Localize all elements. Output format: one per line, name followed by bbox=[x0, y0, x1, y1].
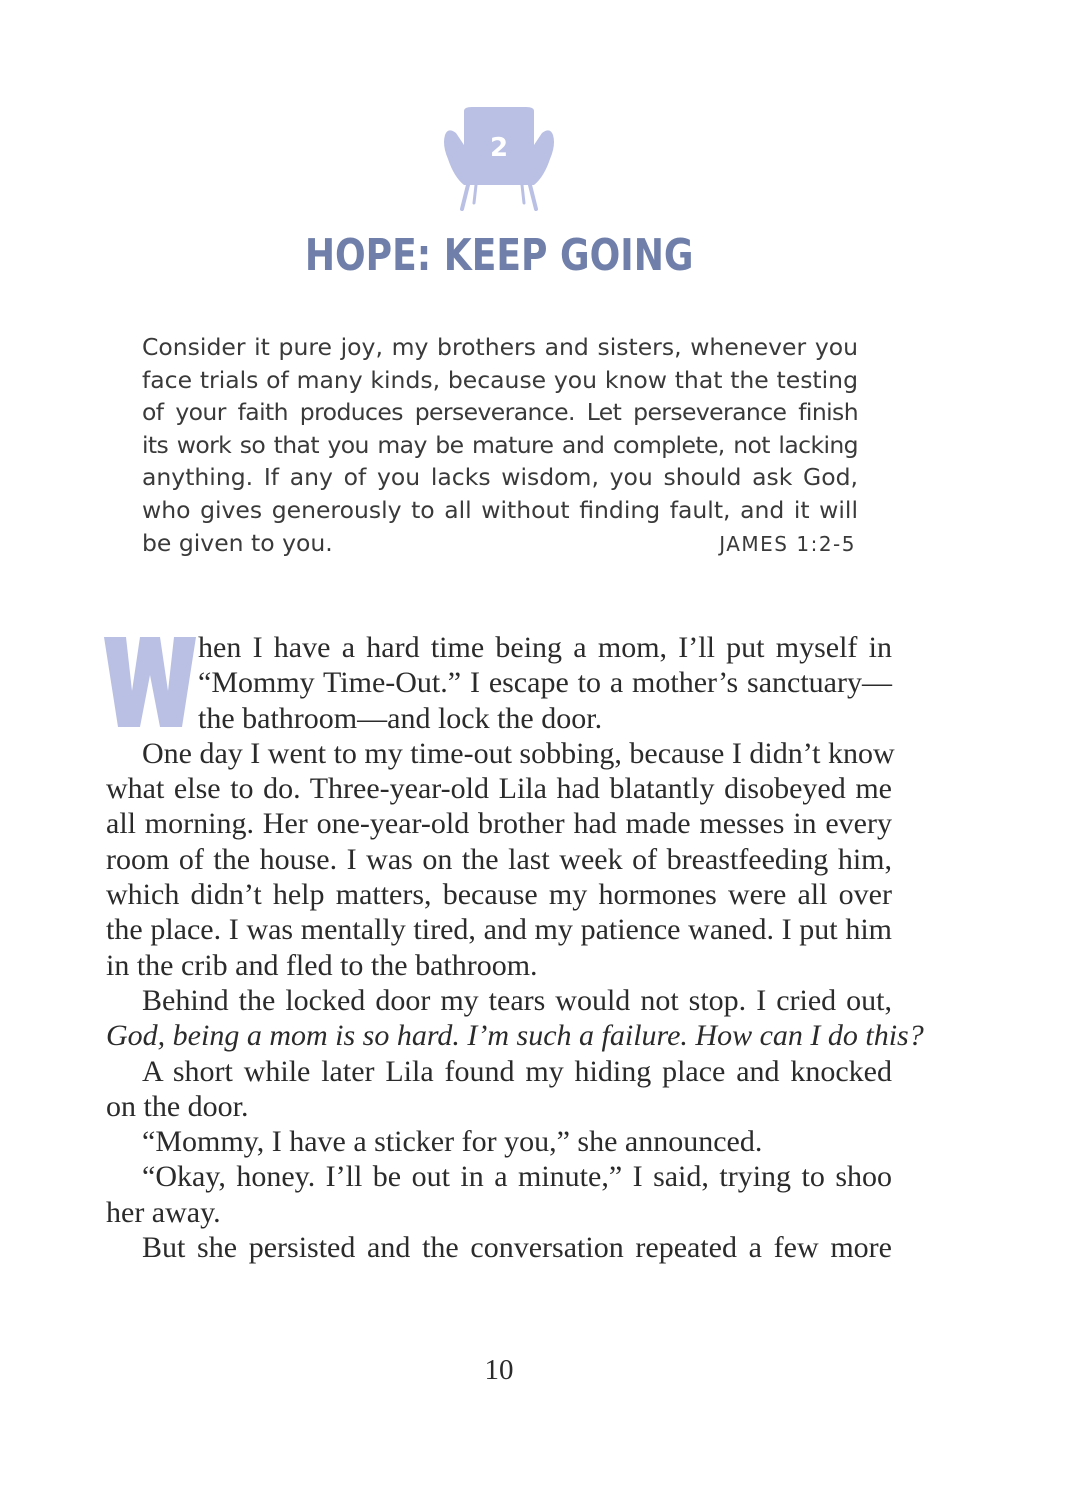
body-line: room of the house. I was on the last week of breastfeeding him, bbox=[106, 842, 892, 876]
body-text bbox=[106, 630, 924, 1265]
epigraph-line: of your faith produces perseverance. Let perseverance finish bbox=[142, 398, 858, 427]
body-line: which didn’t help matters, because my hormones were all over bbox=[106, 878, 892, 912]
page-number: 10 bbox=[484, 1354, 514, 1386]
chapter-badge bbox=[442, 105, 556, 213]
epigraph-line: Consider it pure joy, my brothers and sisters, whenever you bbox=[142, 333, 858, 361]
body-line: Behind the locked door my tears would not stop. I cried out, bbox=[142, 983, 892, 1017]
body-line: in the crib and fled to the bathroom. bbox=[106, 948, 538, 982]
epigraph-line: be given to you. bbox=[142, 528, 333, 557]
body-line: “Mommy, I have a sticker for you,” she announced. bbox=[142, 1125, 763, 1159]
body-line: But she persisted and the conversation repeated a few more bbox=[142, 1231, 892, 1265]
chapter-title: HOPE: KEEP GOING bbox=[304, 230, 694, 281]
body-line: One day I went to my time-out sobbing, because I didn’t know bbox=[142, 736, 895, 770]
body-line: the place. I was mentally tired, and my patience waned. I put him bbox=[106, 913, 892, 947]
epigraph-line: anything. If any of you lacks wisdom, you should ask God, bbox=[142, 463, 858, 492]
body-line: “Mommy Time-Out.” I escape to a mother’s sanctuary— bbox=[198, 666, 892, 700]
epigraph-last-line bbox=[142, 527, 858, 561]
body-line: hen I have a hard time being a mom, I’ll put myself in bbox=[198, 631, 892, 664]
chapter-number: 2 bbox=[489, 133, 509, 163]
body-line: on the door. bbox=[106, 1089, 249, 1123]
body-line: what else to do. Three-year-old Lila had blatantly disobeyed me bbox=[106, 772, 892, 806]
body-line-italic: God, being a mom is so hard. I’m such a failure. How can I do this? bbox=[106, 1019, 924, 1053]
body-line: “Okay, honey. I’ll be out in a minute,” I said, trying to shoo bbox=[142, 1160, 892, 1194]
epigraph-line: who gives generously to all without finding fault, and it will bbox=[142, 495, 858, 524]
epigraph-line: face trials of many kinds, because you know that the testing bbox=[142, 365, 858, 394]
body-line: her away. bbox=[106, 1195, 221, 1229]
scripture-reference: JAMES 1:2-5 bbox=[719, 531, 856, 556]
epigraph-scripture bbox=[142, 331, 858, 560]
body-line: the bathroom—and lock the door. bbox=[198, 701, 603, 735]
body-line: all morning. Her one-year-old brother had made messes in every bbox=[106, 807, 892, 841]
body-line: A short while later Lila found my hiding place and knocked bbox=[142, 1054, 892, 1088]
epigraph-line: its work so that you may be mature and complete, not lacking bbox=[142, 430, 858, 459]
